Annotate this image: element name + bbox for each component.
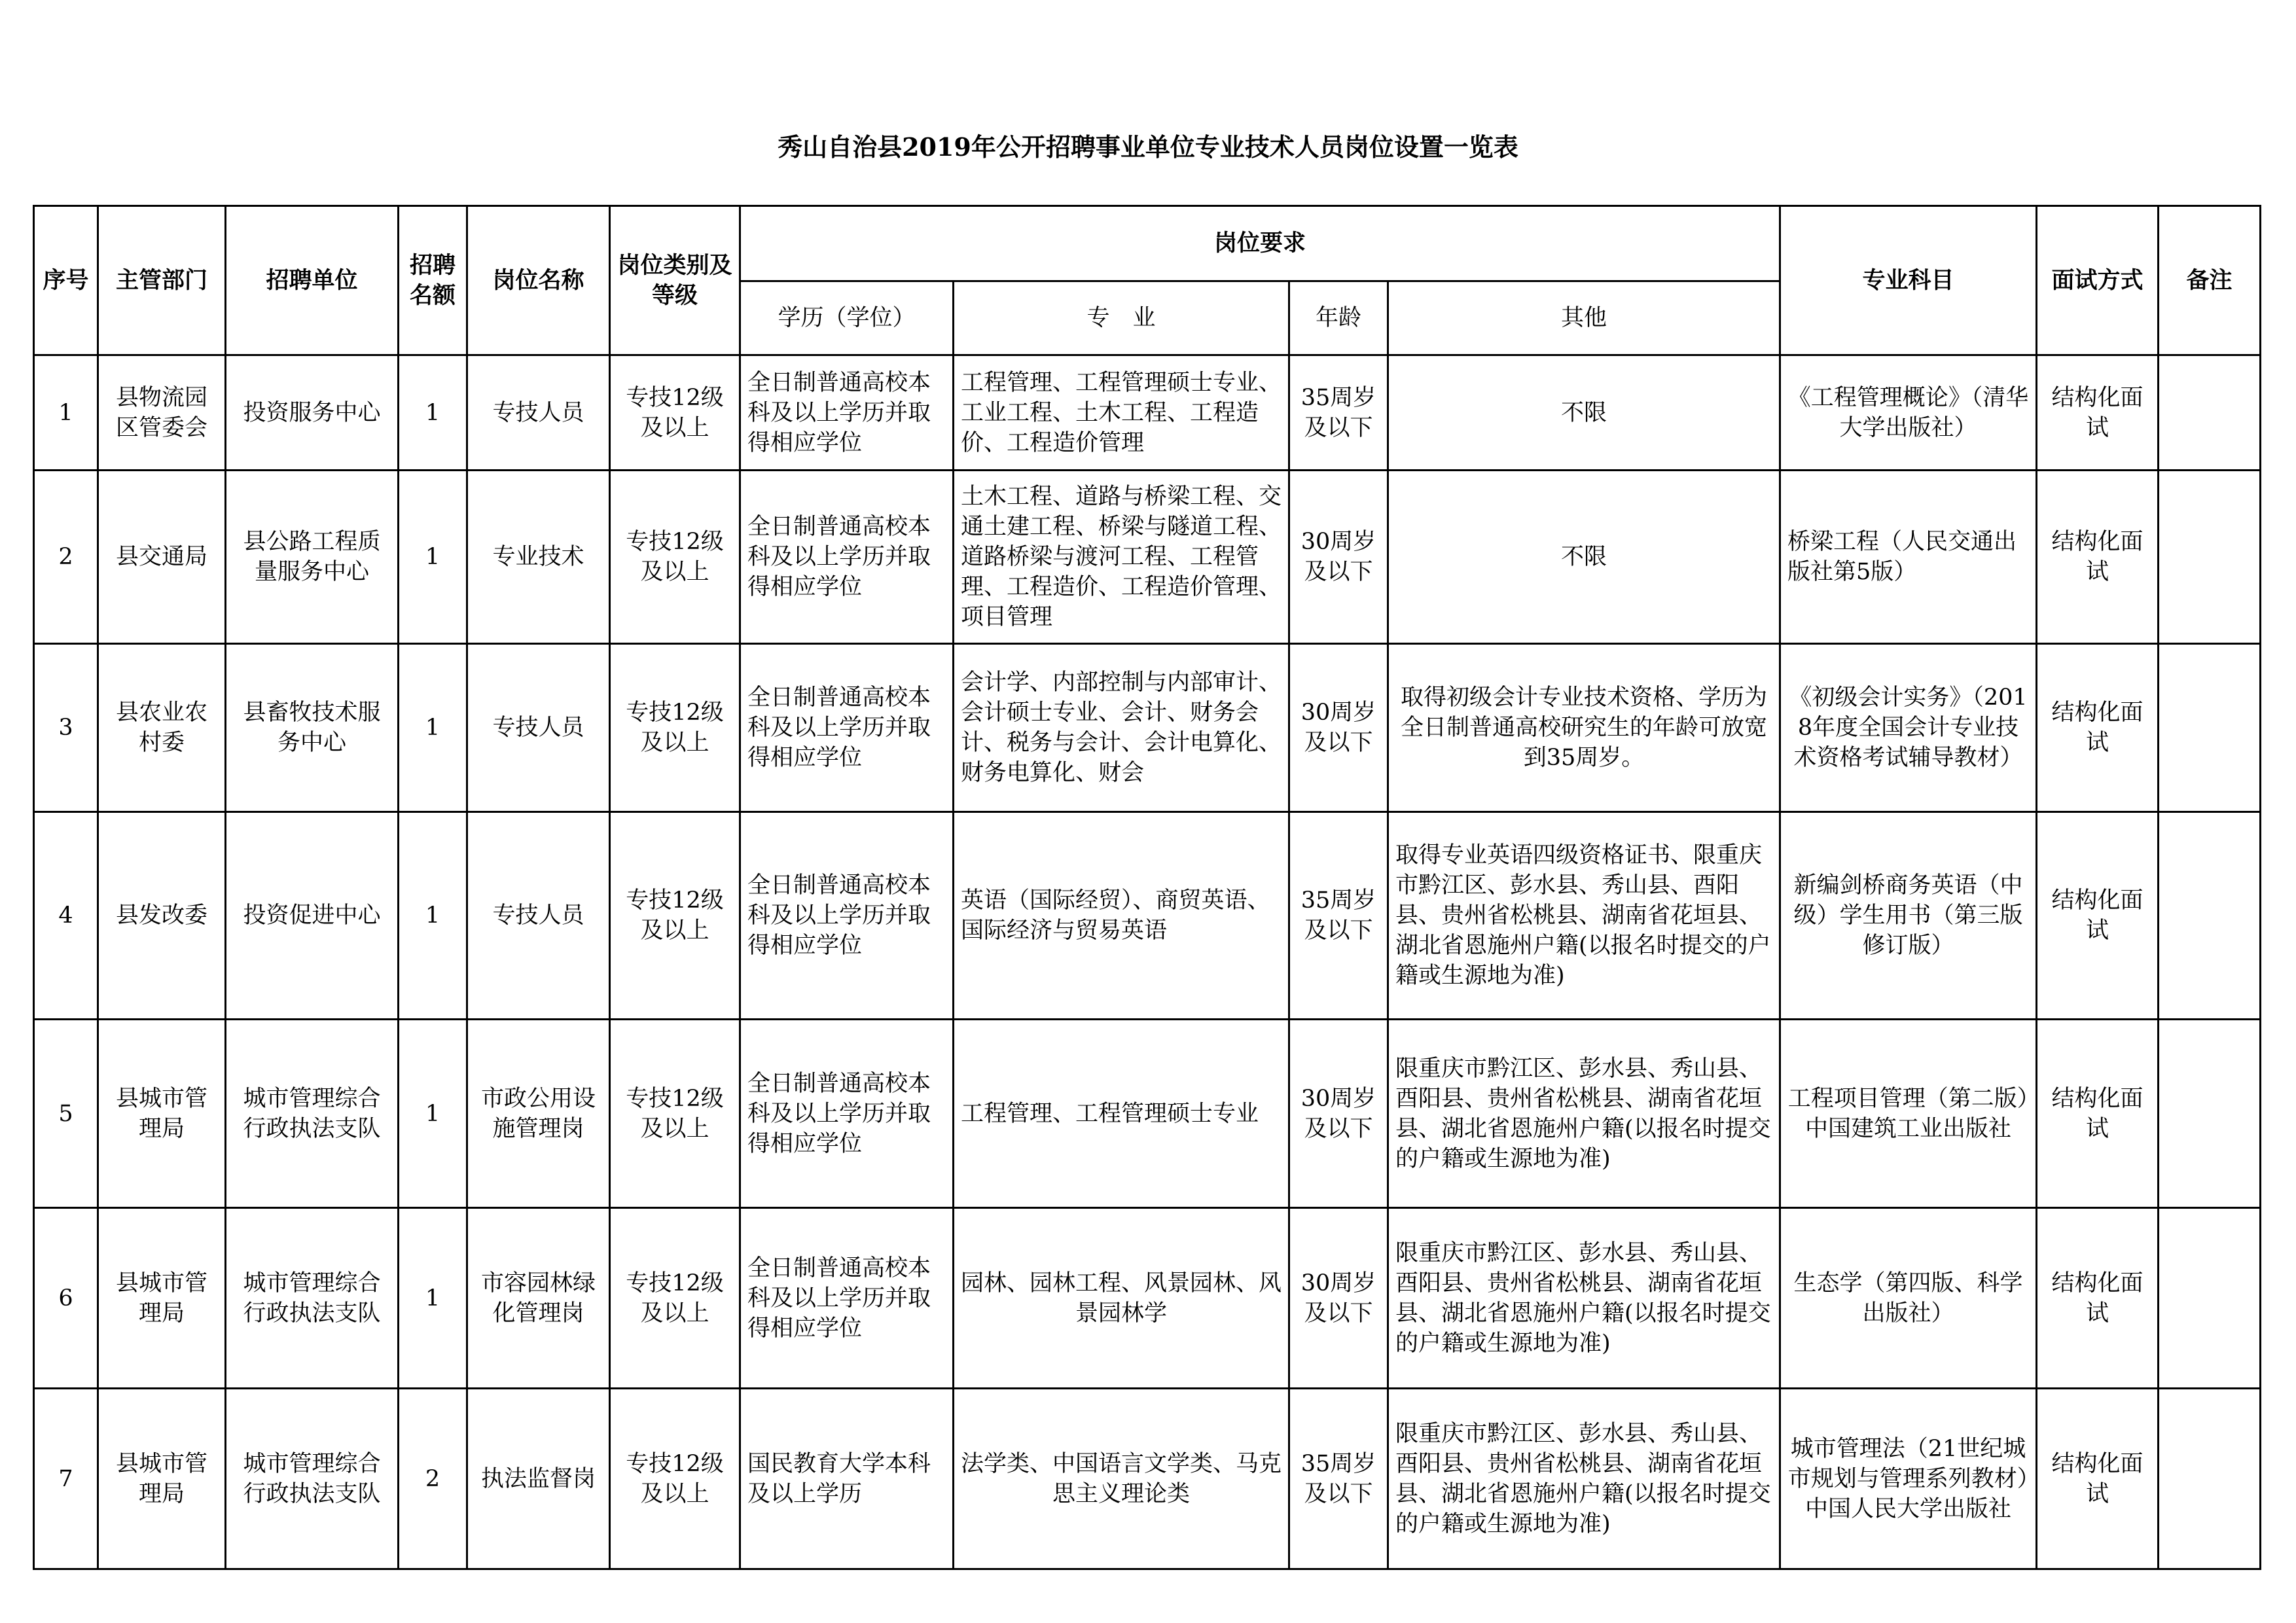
cell-interview: 结构化面试 (2037, 1389, 2159, 1569)
cell-category: 专技12级及以上 (610, 1208, 740, 1389)
cell-remark (2159, 812, 2261, 1020)
table-header (34, 206, 2261, 355)
cell-remark (2159, 644, 2261, 812)
cell-interview: 结构化面试 (2037, 355, 2159, 471)
cell-category: 专技12级及以上 (610, 812, 740, 1020)
cell-age: 30周岁及以下 (1289, 1208, 1388, 1389)
cell-subject: 桥梁工程（人民交通出版社第5版） (1780, 471, 2037, 644)
cell-education: 全日制普通高校本科及以上学历并取得相应学位 (740, 471, 954, 644)
cell-remark (2159, 1208, 2261, 1389)
cell-seq: 7 (34, 1389, 98, 1569)
cell-unit: 城市管理综合行政执法支队 (226, 1389, 399, 1569)
cell-category: 专技12级及以上 (610, 471, 740, 644)
cell-post: 市容园林绿化管理岗 (467, 1208, 610, 1389)
cell-age: 30周岁及以下 (1289, 471, 1388, 644)
cell-interview: 结构化面试 (2037, 471, 2159, 644)
cell-post: 专业技术 (467, 471, 610, 644)
cell-post: 执法监督岗 (467, 1389, 610, 1569)
cell-other: 取得初级会计专业技术资格、学历为全日制普通高校研究生的年龄可放宽到35周岁。 (1388, 644, 1780, 812)
cell-subject: 生态学（第四版、科学出版社） (1780, 1208, 2037, 1389)
cell-age: 35周岁及以下 (1289, 355, 1388, 471)
cell-seq: 6 (34, 1208, 98, 1389)
cell-subject: 工程项目管理（第二版）中国建筑工业出版社 (1780, 1020, 2037, 1208)
cell-education: 全日制普通高校本科及以上学历并取得相应学位 (740, 355, 954, 471)
cell-quota: 1 (399, 644, 467, 812)
cell-seq: 4 (34, 812, 98, 1020)
cell-dept: 县交通局 (98, 471, 226, 644)
header-requirements: 岗位要求 (740, 206, 1780, 281)
cell-education: 全日制普通高校本科及以上学历并取得相应学位 (740, 1208, 954, 1389)
cell-interview: 结构化面试 (2037, 1208, 2159, 1389)
cell-post: 专技人员 (467, 355, 610, 471)
positions-table (33, 205, 2261, 1570)
cell-quota: 1 (399, 1208, 467, 1389)
cell-unit: 投资服务中心 (226, 355, 399, 471)
cell-remark (2159, 355, 2261, 471)
cell-category: 专技12级及以上 (610, 1389, 740, 1569)
cell-quota: 1 (399, 355, 467, 471)
header-category: 岗位类别及等级 (610, 206, 740, 355)
cell-post: 市政公用设施管理岗 (467, 1020, 610, 1208)
header-seq: 序号 (34, 206, 98, 355)
cell-subject: 《初级会计实务》（2018年度全国会计专业技术资格考试辅导教材） (1780, 644, 2037, 812)
cell-dept: 县城市管理局 (98, 1389, 226, 1569)
header-interview: 面试方式 (2037, 206, 2159, 355)
cell-unit: 城市管理综合行政执法支队 (226, 1208, 399, 1389)
cell-unit: 城市管理综合行政执法支队 (226, 1020, 399, 1208)
cell-major: 工程管理、工程管理硕士专业、工业工程、土木工程、工程造价、工程造价管理 (954, 355, 1289, 471)
cell-unit: 县公路工程质量服务中心 (226, 471, 399, 644)
cell-major: 法学类、中国语言文学类、马克思主义理论类 (954, 1389, 1289, 1569)
cell-other: 限重庆市黔江区、彭水县、秀山县、酉阳县、贵州省松桃县、湖南省花垣县、湖北省恩施州户籍(以报名时提交的户籍或生源地为准) (1388, 1020, 1780, 1208)
cell-age: 30周岁及以下 (1289, 1020, 1388, 1208)
cell-dept: 县城市管理局 (98, 1208, 226, 1389)
cell-quota: 1 (399, 471, 467, 644)
cell-major: 土木工程、道路与桥梁工程、交通土建工程、桥梁与隧道工程、道路桥梁与渡河工程、工程管理、工程造价、工程造价管理、项目管理 (954, 471, 1289, 644)
positions-table-wrapper (33, 205, 2261, 1570)
table-body (34, 355, 2261, 1569)
cell-major: 工程管理、工程管理硕士专业 (954, 1020, 1289, 1208)
cell-other: 限重庆市黔江区、彭水县、秀山县、酉阳县、贵州省松桃县、湖南省花垣县、湖北省恩施州户籍(以报名时提交的户籍或生源地为准) (1388, 1208, 1780, 1389)
table-row (34, 812, 2261, 1020)
cell-major: 英语（国际经贸）、商贸英语、国际经济与贸易英语 (954, 812, 1289, 1020)
cell-subject: 新编剑桥商务英语（中级）学生用书（第三版修订版） (1780, 812, 2037, 1020)
cell-category: 专技12级及以上 (610, 1020, 740, 1208)
cell-remark (2159, 1389, 2261, 1569)
cell-other: 不限 (1388, 471, 1780, 644)
header-remark: 备注 (2159, 206, 2261, 355)
cell-major: 会计学、内部控制与内部审计、会计硕士专业、会计、财务会计、税务与会计、会计电算化、财务电算化、财会 (954, 644, 1289, 812)
table-row (34, 355, 2261, 471)
cell-post: 专技人员 (467, 812, 610, 1020)
cell-subject: 城市管理法（21世纪城市规划与管理系列教材）中国人民大学出版社 (1780, 1389, 2037, 1569)
table-row (34, 1020, 2261, 1208)
header-row-top (34, 206, 2261, 281)
header-subject: 专业科目 (1780, 206, 2037, 355)
header-quota: 招聘名额 (399, 206, 467, 355)
cell-seq: 1 (34, 355, 98, 471)
cell-education: 全日制普通高校本科及以上学历并取得相应学位 (740, 1020, 954, 1208)
cell-age: 30周岁及以下 (1289, 644, 1388, 812)
cell-post: 专技人员 (467, 644, 610, 812)
cell-category: 专技12级及以上 (610, 355, 740, 471)
cell-seq: 2 (34, 471, 98, 644)
cell-age: 35周岁及以下 (1289, 1389, 1388, 1569)
cell-interview: 结构化面试 (2037, 1020, 2159, 1208)
cell-dept: 县发改委 (98, 812, 226, 1020)
header-unit: 招聘单位 (226, 206, 399, 355)
cell-major: 园林、园林工程、风景园林、风景园林学 (954, 1208, 1289, 1389)
cell-other: 取得专业英语四级资格证书、限重庆市黔江区、彭水县、秀山县、酉阳县、贵州省松桃县、湖南省花垣县、湖北省恩施州户籍(以报名时提交的户籍或生源地为准) (1388, 812, 1780, 1020)
table-row (34, 644, 2261, 812)
cell-remark (2159, 471, 2261, 644)
cell-quota: 1 (399, 812, 467, 1020)
header-age: 年龄 (1289, 281, 1388, 355)
cell-dept: 县物流园区管委会 (98, 355, 226, 471)
cell-interview: 结构化面试 (2037, 812, 2159, 1020)
cell-other: 限重庆市黔江区、彭水县、秀山县、酉阳县、贵州省松桃县、湖南省花垣县、湖北省恩施州户籍(以报名时提交的户籍或生源地为准) (1388, 1389, 1780, 1569)
header-other: 其他 (1388, 281, 1780, 355)
cell-other: 不限 (1388, 355, 1780, 471)
cell-subject: 《工程管理概论》（清华大学出版社） (1780, 355, 2037, 471)
table-row (34, 471, 2261, 644)
document-title: 秀山自治县2019年公开招聘事业单位专业技术人员岗位设置一览表 (778, 132, 1518, 162)
cell-interview: 结构化面试 (2037, 644, 2159, 812)
cell-quota: 1 (399, 1020, 467, 1208)
header-dept: 主管部门 (98, 206, 226, 355)
cell-unit: 投资促进中心 (226, 812, 399, 1020)
cell-education: 全日制普通高校本科及以上学历并取得相应学位 (740, 812, 954, 1020)
cell-remark (2159, 1020, 2261, 1208)
table-row (34, 1389, 2261, 1569)
cell-seq: 5 (34, 1020, 98, 1208)
cell-category: 专技12级及以上 (610, 644, 740, 812)
header-education: 学历（学位） (740, 281, 954, 355)
cell-education: 全日制普通高校本科及以上学历并取得相应学位 (740, 644, 954, 812)
header-major: 专 业 (954, 281, 1289, 355)
cell-age: 35周岁及以下 (1289, 812, 1388, 1020)
cell-seq: 3 (34, 644, 98, 812)
header-post: 岗位名称 (467, 206, 610, 355)
cell-dept: 县城市管理局 (98, 1020, 226, 1208)
cell-dept: 县农业农村委 (98, 644, 226, 812)
cell-education: 国民教育大学本科及以上学历 (740, 1389, 954, 1569)
cell-quota: 2 (399, 1389, 467, 1569)
table-row (34, 1208, 2261, 1389)
cell-unit: 县畜牧技术服务中心 (226, 644, 399, 812)
